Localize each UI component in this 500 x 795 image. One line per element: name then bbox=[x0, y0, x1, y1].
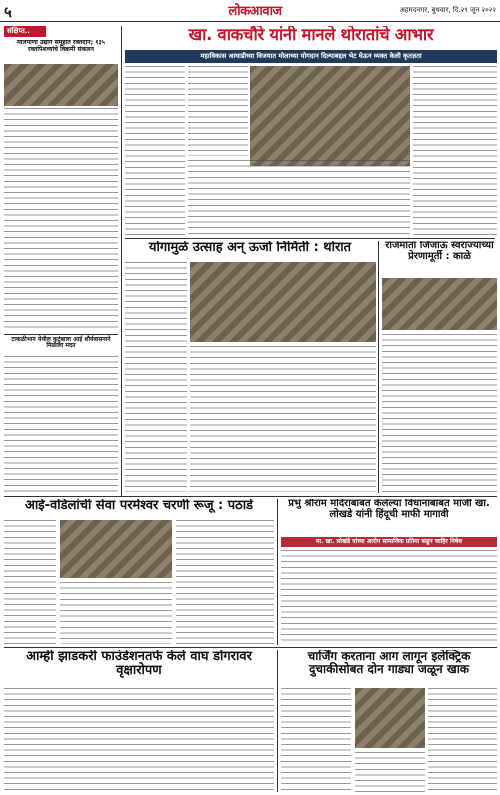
fire-photo bbox=[355, 688, 425, 748]
sankshipt-tag: संक्षिप्त.. bbox=[4, 26, 46, 37]
aai-body-col-1 bbox=[4, 520, 56, 644]
blood-donation-photo bbox=[4, 64, 118, 106]
lead-photo bbox=[250, 66, 410, 166]
column-divider-4 bbox=[277, 650, 278, 792]
lead-body-col-1 bbox=[125, 66, 185, 236]
column-divider bbox=[121, 26, 122, 496]
aai-body-col-2 bbox=[60, 582, 172, 644]
section-rule-2 bbox=[4, 496, 497, 497]
tree-headline: आम्ही झाडकरी फाउंडेशनतर्फे केले वाघ डोंगरावर वृक्षारोपण bbox=[26, 650, 252, 678]
section-rule-3 bbox=[4, 647, 497, 648]
page-number: ५ bbox=[4, 3, 12, 21]
thorat-headline: योगामुळे उत्साह अन्‌ ऊर्जा निर्मिती : थोरात bbox=[148, 241, 352, 255]
rajmata-headline: राजमाता जिजाऊ स्वराज्याच्या प्रेरणामूर्ती : काळे bbox=[385, 241, 494, 262]
sankshipt-body-text bbox=[4, 108, 118, 330]
lead-subhead: महाविकास आघाडीच्या विजयात मोलाच्या योगदान दिल्याबद्दल भेट घेऊन व्यक्त केली कृतज्ञता bbox=[125, 50, 497, 63]
fire-body-col-3 bbox=[355, 752, 425, 792]
takalibhan-headline: टाकळीभान येथील कुटुंबाला आई शौर्यवासनाने मिळाला मदत bbox=[4, 334, 118, 354]
thorat-body-col-1 bbox=[125, 262, 187, 492]
lead-body-col-3 bbox=[188, 160, 410, 236]
lead-body-col-4 bbox=[413, 66, 497, 236]
yoga-photo bbox=[190, 262, 376, 342]
lead-body-col-2 bbox=[188, 66, 248, 156]
aai-headline: आई-वडिलांची सेवा परमेश्वर चरणी रूजू : पठाडे bbox=[24, 499, 254, 513]
masthead-logo: लोकआवाज bbox=[228, 4, 282, 19]
takalibhan-body-text bbox=[4, 356, 118, 494]
fire-body-col-2 bbox=[428, 688, 497, 792]
rajmata-photo bbox=[382, 278, 497, 330]
dateline: अहमदनगर, बुधवार, दि.२९ जून २०२२ bbox=[399, 6, 496, 14]
shriram-headline: प्रभु श्रीराम मंदिराबाबत केलेल्या विधानाबाबत माजी खा. लोखडे यांनी हिंदूची माफी मागावी bbox=[288, 499, 490, 520]
shriram-strip: मा. खा. लोखंडे यांच्या आरोप सामाजिक प्रतिमा कडून जाहिर निषेध bbox=[281, 537, 497, 547]
sankshipt-headline: मालपाणी उद्योग समूहात रक्तदान; १३५ रक्तपिशव्यांचे विक्रमी संकलन bbox=[17, 40, 105, 53]
section-rule bbox=[125, 238, 495, 239]
fire-body-col-1 bbox=[281, 688, 351, 792]
aai-photo bbox=[60, 520, 172, 578]
column-divider-2 bbox=[378, 241, 379, 493]
rajmata-body-text bbox=[382, 334, 497, 492]
shriram-body-text bbox=[281, 550, 497, 644]
fire-headline: चार्जिंग करताना आग लागून इलेक्ट्रिक दुचाकीसोबत दोन गाड्या जळून खाक bbox=[307, 650, 471, 676]
column-divider-3 bbox=[277, 499, 278, 645]
thorat-body-col-2 bbox=[190, 346, 376, 492]
aai-body-col-3 bbox=[176, 520, 274, 644]
tree-body-text bbox=[4, 688, 274, 792]
lead-headline: खा. वाकचौरे यांनी मानले थोरातांचे आभार bbox=[188, 26, 434, 44]
